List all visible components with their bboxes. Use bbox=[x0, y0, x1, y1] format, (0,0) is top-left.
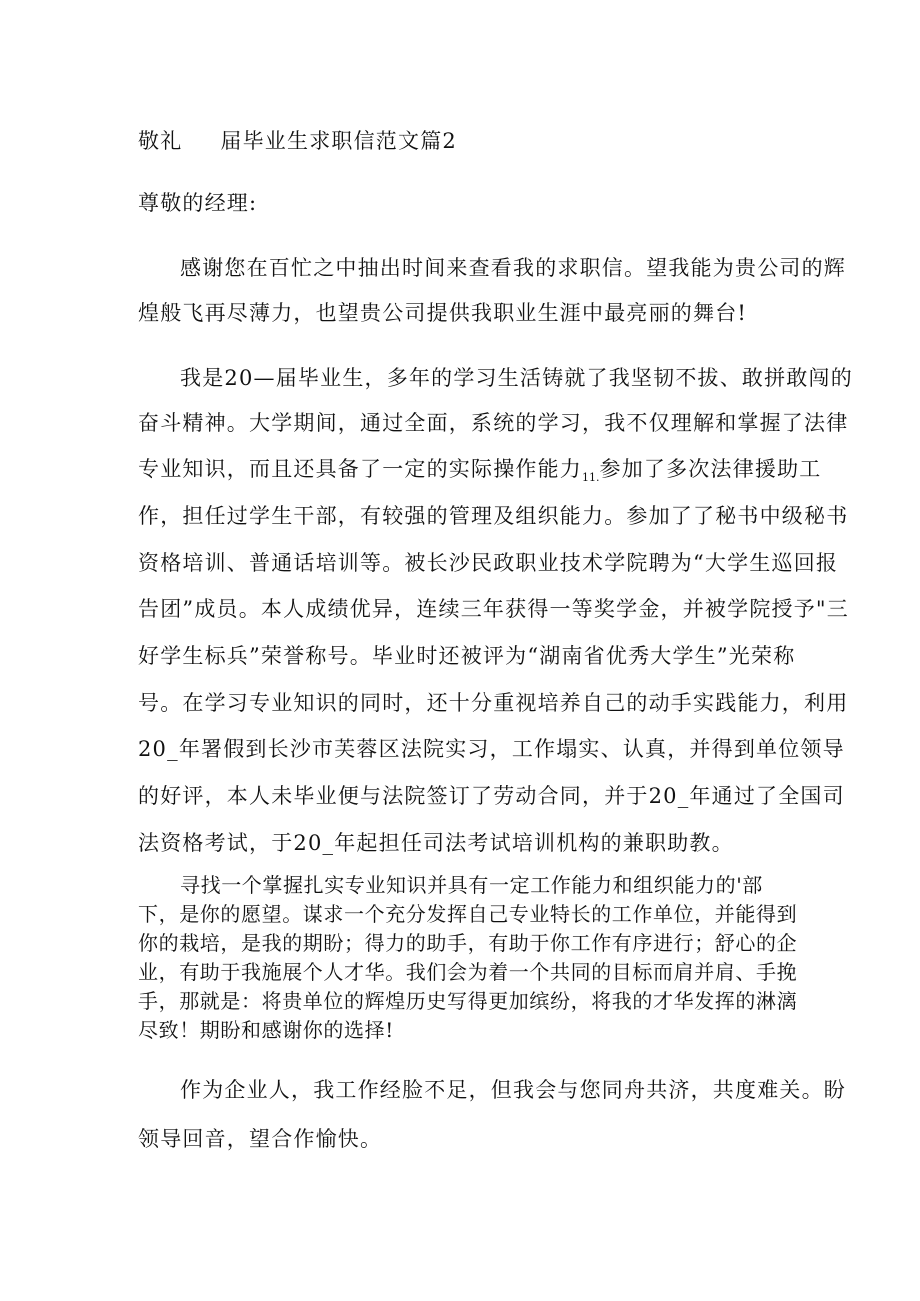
paragraph-line: 20_年署假到长沙市芙蓉区法院实习，工作塌实、认真，并得到单位领导 bbox=[138, 737, 845, 761]
paragraph-line: 好学生标兵”荣誉称号。毕业时还被评为“湖南省优秀大学生”光荣称 bbox=[138, 644, 796, 668]
footnote-mark: 11. bbox=[582, 471, 600, 484]
paragraph-line: 的好评，本人未毕业便与法院签订了劳动合同，并于20_年通过了全国司 bbox=[138, 784, 845, 808]
paragraph-line: 我是20—届毕业生，多年的学习生活铸就了我坚韧不拔、敢拼敢闯的 bbox=[180, 366, 853, 390]
paragraph-line: 领导回音，望合作愉快。 bbox=[138, 1127, 383, 1151]
heading-line bbox=[138, 128, 457, 154]
paragraph-text: 专业知识，而且还具备了一定的实际操作能力 bbox=[138, 457, 582, 481]
paragraph-line: 感谢您在百忙之中抽出时间来查看我的求职信。望我能为贵公司的辉 bbox=[180, 256, 846, 280]
paragraph-line: 资格培训、普通话培训等。被长沙民政职业技术学院聘为“大学生巡回报 bbox=[138, 551, 839, 575]
paragraph-line: 号。在学习专业知识的同时，还十分重视培养自己的动手实践能力，利用 bbox=[138, 691, 849, 715]
paragraph-line: 作，担任过学生干部，有较强的管理及组织能力。参加了了秘书中级秘书 bbox=[138, 504, 849, 528]
letter-title: 届毕业生求职信范文篇2 bbox=[220, 129, 457, 153]
paragraph-text: 参加了多次法律援助工 bbox=[599, 457, 822, 481]
paragraph-line: 寻找一个掌握扎实专业知识并具有一定工作能力和组织能力的'部 bbox=[180, 873, 763, 897]
paragraph-line: 业，有助于我施展个人才华。我们会为着一个共同的目标而肩并肩、手挽 bbox=[138, 960, 798, 984]
paragraph-line: 下，是你的愿望。谋求一个充分发挥自己专业特长的工作单位，并能得到 bbox=[138, 902, 798, 926]
paragraph-line: 手，那就是：将贵单位的辉煌历史写得更加缤纷，将我的才华发挥的淋漓 bbox=[138, 989, 798, 1013]
salutation: 尊敬的经理: bbox=[138, 191, 258, 215]
closing-text: 敬礼 bbox=[138, 129, 183, 153]
paragraph-line-with-footnote bbox=[138, 456, 822, 486]
paragraph-line: 煌般飞再尽薄力，也望贵公司提供我职业生涯中最亮丽的舞台! bbox=[138, 301, 748, 325]
paragraph-line: 告团”成员。本人成绩优异，连续三年获得一等奖学金，并被学院授予"三 bbox=[138, 597, 849, 621]
paragraph-line: 法资格考试，于20_年起担任司法考试培训机构的兼职助教。 bbox=[138, 831, 734, 855]
paragraph-line: 奋斗精神。大学期间，通过全面，系统的学习，我不仅理解和掌握了法律 bbox=[138, 411, 849, 435]
paragraph-line: 作为企业人，我工作经脸不足，但我会与您同舟共济，共度难关。盼 bbox=[180, 1078, 846, 1102]
paragraph-line: 你的栽培，是我的期盼；得力的助手，有助于你工作有序进行；舒心的企 bbox=[138, 931, 798, 955]
paragraph-line: 尽致！期盼和感谢你的选择! bbox=[138, 1018, 394, 1042]
